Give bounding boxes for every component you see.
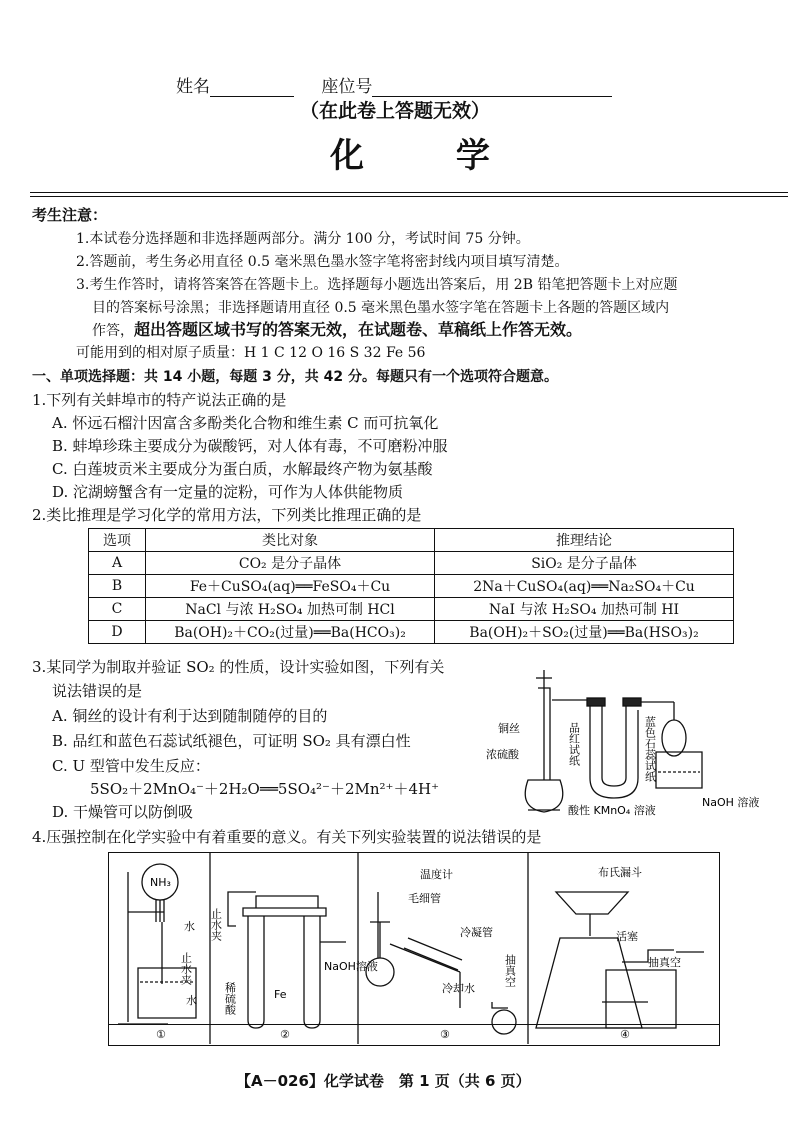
fig4-cock: 活塞 — [616, 930, 638, 943]
notice-item-1: 1.本试卷分选择题和非选择题两部分。满分 100 分，考试时间 75 分钟。 — [76, 231, 530, 247]
table-header-row — [89, 529, 734, 552]
fig1-water: 水 — [184, 920, 195, 933]
notice-item-3-tail: 作答， — [92, 323, 134, 339]
table-cell: SiO₂ 是分子晶体 — [435, 552, 734, 575]
q3-option-c: C. U 型管中发生反应： — [52, 757, 210, 775]
notice-item-3-cont: 目的答案标号涂黑；非选择题请用直径 0.5 毫米黑色墨水签字笔在答题卡上各题的答题区域内 — [92, 300, 670, 316]
divider-bottom — [30, 196, 788, 197]
fig-label-copper: 铜丝 — [498, 722, 520, 735]
q3-stem-cont: 说法错误的是 — [52, 682, 143, 700]
notice-item-3-end — [92, 319, 582, 342]
notice-item-3: 3.考生作答时，请将答案答在答题卡上。选择题每小题选出答案后，用 2B 铅笔把答题卡上对应题 — [76, 277, 678, 293]
table-cell: Ba(OH)₂＋SO₂(过量)══Ba(HSO₃)₂ — [435, 621, 734, 644]
table-cell: Fe＋CuSO₄(aq)══FeSO₄＋Cu — [146, 575, 435, 598]
header-cell: 推理结论 — [435, 529, 734, 552]
panel-label-2: ② — [280, 1028, 290, 1041]
fig2-fe: Fe — [274, 988, 287, 1001]
notice-bold-warning: 超出答题区域书写的答案无效，在试题卷、草稿纸上作答无效。 — [134, 320, 583, 339]
fig3-capillary: 毛细管 — [408, 892, 441, 905]
seat-label: 座位号 — [321, 77, 373, 97]
fig3-thermo: 温度计 — [420, 868, 453, 881]
page-footer: 【A－026】化学试卷 第 1 页（共 6 页） — [236, 1072, 531, 1090]
header-cell: 选项 — [89, 529, 146, 552]
panel-label-3: ③ — [440, 1028, 450, 1041]
q1-option-b: B. 蚌埠珍珠主要成分为碳酸钙，对人体有毒，不可磨粉冲服 — [52, 437, 448, 455]
notice-title: 考生注意： — [32, 206, 108, 224]
name-label: 姓名 — [176, 77, 210, 97]
table-cell: B — [89, 575, 146, 598]
notice-item-2: 2.答题前，考生务必用直径 0.5 毫米黑色墨水签字笔将密封线内项目填写清楚。 — [76, 254, 569, 270]
fig-label-litmus: 蓝色石蕊试纸 — [643, 716, 657, 782]
q4-apparatus-figures — [108, 852, 720, 1044]
atomic-mass: 可能用到的相对原子质量：H 1 C 12 O 16 S 32 Fe 56 — [76, 345, 426, 361]
table-row — [89, 621, 734, 644]
q3-option-a: A. 铜丝的设计有利于达到随制随停的目的 — [52, 707, 328, 725]
q3-apparatus-figure — [478, 660, 778, 820]
q3-option-d: D. 干燥管可以防倒吸 — [52, 803, 194, 821]
header-cell: 类比对象 — [146, 529, 435, 552]
q3-equation: 5SO₂＋2MnO₄⁻＋2H₂O══5SO₄²⁻＋2Mn²⁺＋4H⁺ — [90, 780, 440, 798]
q3-stem: 3.某同学为制取并验证 SO₂ 的性质，设计实验如图，下列有关 — [32, 658, 445, 676]
q1-option-a: A. 怀远石榴汁因富含多酚类化合物和维生素 C 而可抗氧化 — [52, 414, 439, 432]
table-row — [89, 575, 734, 598]
name-blank — [210, 80, 294, 97]
table-cell: CO₂ 是分子晶体 — [146, 552, 435, 575]
fig3-vacuum: 抽真空 — [503, 954, 517, 987]
fig-label-kmno4: 酸性 KMnO₄ 溶液 — [568, 804, 656, 817]
fig2-clamp: 止水夹 — [209, 908, 223, 941]
q1-option-d: D. 沱湖螃蟹含有一定量的淀粉，可作为人体供能物质 — [52, 483, 404, 501]
table-cell: D — [89, 621, 146, 644]
fig3-condenser: 冷凝管 — [460, 926, 493, 939]
name-field-row — [176, 72, 612, 97]
section-heading: 一、单项选择题：共 14 小题，每题 3 分，共 42 分。每题只有一个选项符合题意。 — [32, 369, 558, 385]
fig2-naoh: NaOH溶液 — [324, 960, 378, 973]
table-cell: Ba(OH)₂＋CO₂(过量)══Ba(HCO₃)₂ — [146, 621, 435, 644]
fig1-nh3: NH₃ — [150, 876, 171, 889]
fig4-vacuum: 抽真空 — [648, 956, 681, 969]
table-row — [89, 552, 734, 575]
fig3-cooling: 冷却水 — [442, 982, 475, 995]
q1-stem: 1.下列有关蚌埠市的特产说法正确的是 — [32, 391, 287, 409]
q2-stem: 2.类比推理是学习化学的常用方法，下列类比推理正确的是 — [32, 506, 422, 524]
table-cell: A — [89, 552, 146, 575]
fig4-funnel: 布氏漏斗 — [598, 866, 642, 879]
fig1-water2: 水 — [186, 994, 197, 1007]
page-title: 化 学 — [330, 136, 530, 176]
table-cell: 2Na＋CuSO₄(aq)══Na₂SO₄＋Cu — [435, 575, 734, 598]
table-cell: C — [89, 598, 146, 621]
fig1-clamp: 止水夹 — [179, 952, 193, 985]
q1-option-c: C. 白莲坡贡米主要成分为蛋白质，水解最终产物为氨基酸 — [52, 460, 433, 478]
panel-label-4: ④ — [620, 1028, 630, 1041]
fig-label-acid: 浓硫酸 — [486, 748, 519, 761]
panel-label-1: ① — [156, 1028, 166, 1041]
fig2-acid: 稀硫酸 — [223, 982, 237, 1015]
q4-stem: 4.压强控制在化学实验中有着重要的意义。有关下列实验装置的说法错误的是 — [32, 828, 542, 846]
seat-blank — [372, 80, 612, 97]
q2-table — [88, 528, 734, 644]
invalid-note: （在此卷上答题无效） — [300, 100, 491, 122]
fig-label-naoh: NaOH 溶液 — [702, 796, 760, 809]
table-cell: NaI 与浓 H₂SO₄ 加热可制 HI — [435, 598, 734, 621]
divider-top — [30, 192, 788, 193]
table-row — [89, 598, 734, 621]
q3-option-b: B. 品红和蓝色石蕊试纸褪色，可证明 SO₂ 具有漂白性 — [52, 732, 411, 750]
fig-label-pinhong: 品红试纸 — [567, 722, 581, 766]
table-cell: NaCl 与浓 H₂SO₄ 加热可制 HCl — [146, 598, 435, 621]
